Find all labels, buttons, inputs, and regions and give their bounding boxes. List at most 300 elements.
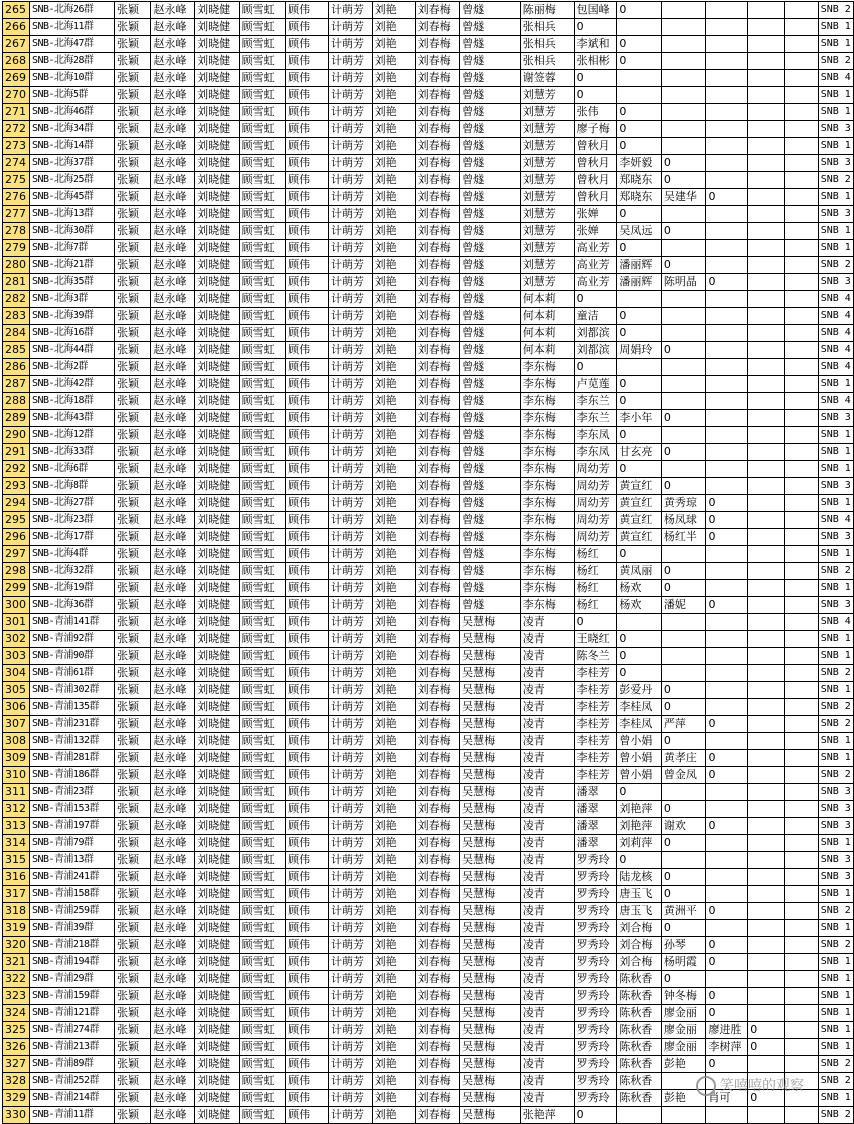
group-name-cell[interactable]: SNB-北海32群	[29, 563, 114, 580]
table-cell[interactable]: SNB 2	[818, 937, 853, 954]
table-cell[interactable]: 计萌芳	[329, 648, 373, 665]
row-number-cell[interactable]: 317	[3, 886, 30, 903]
table-cell[interactable]: 赵永峰	[151, 1056, 195, 1073]
table-cell[interactable]: 刘春梅	[415, 1022, 460, 1039]
table-cell[interactable]	[748, 393, 784, 410]
table-cell[interactable]: 张颖	[115, 325, 151, 342]
table-cell[interactable]	[661, 784, 706, 801]
table-cell[interactable]: 曾燧	[460, 36, 521, 53]
table-cell[interactable]: 顾伟	[286, 699, 329, 716]
table-cell[interactable]: 张颖	[115, 2, 151, 19]
table-cell[interactable]	[748, 1056, 784, 1073]
table-cell[interactable]	[784, 903, 818, 920]
table-cell[interactable]: 张颖	[115, 801, 151, 818]
table-cell[interactable]: 吴慧梅	[460, 631, 521, 648]
table-cell[interactable]: 顾雪虹	[239, 1022, 285, 1039]
table-cell[interactable]: 刘晓健	[195, 19, 240, 36]
table-cell[interactable]: SNB 1	[818, 631, 853, 648]
table-cell[interactable]: 刘晓健	[195, 461, 240, 478]
table-cell[interactable]	[661, 376, 706, 393]
table-cell[interactable]	[748, 529, 784, 546]
table-cell[interactable]: 吴慧梅	[460, 665, 521, 682]
group-name-cell[interactable]: SNB-北海11群	[29, 19, 114, 36]
table-cell[interactable]: 顾雪虹	[239, 87, 285, 104]
group-name-cell[interactable]: SNB-北海34群	[29, 121, 114, 138]
table-cell[interactable]: 顾伟	[286, 886, 329, 903]
table-cell[interactable]: 刘春梅	[415, 1090, 460, 1107]
table-cell[interactable]: 计萌芳	[329, 495, 373, 512]
table-cell[interactable]: 潘妮	[661, 597, 706, 614]
table-cell[interactable]: 计萌芳	[329, 699, 373, 716]
table-cell[interactable]	[748, 954, 784, 971]
table-cell[interactable]: 吴慧梅	[460, 784, 521, 801]
table-cell[interactable]	[617, 359, 662, 376]
table-cell[interactable]: 刘春梅	[415, 869, 460, 886]
table-cell[interactable]: 计萌芳	[329, 818, 373, 835]
table-cell[interactable]: 陈秋香	[617, 1005, 662, 1022]
group-name-cell[interactable]: SNB-北海17群	[29, 529, 114, 546]
table-cell[interactable]: 刘慧芳	[520, 104, 574, 121]
table-cell[interactable]: 刘春梅	[415, 189, 460, 206]
table-cell[interactable]	[784, 580, 818, 597]
table-cell[interactable]: 计萌芳	[329, 920, 373, 937]
table-cell[interactable]: 赵永峰	[151, 614, 195, 631]
table-cell[interactable]	[661, 852, 706, 869]
row-number-cell[interactable]: 302	[3, 631, 30, 648]
table-cell[interactable]: 计萌芳	[329, 393, 373, 410]
table-cell[interactable]: 刘艳	[372, 869, 415, 886]
table-cell[interactable]: 计萌芳	[329, 1073, 373, 1090]
table-cell[interactable]: SNB 2	[818, 53, 853, 70]
table-cell[interactable]: 凌青	[520, 835, 574, 852]
table-cell[interactable]: 张颖	[115, 189, 151, 206]
table-cell[interactable]	[706, 155, 748, 172]
group-name-cell[interactable]: SNB-青浦218群	[29, 937, 114, 954]
table-cell[interactable]: 刘艳	[372, 121, 415, 138]
group-name-cell[interactable]: SNB-青浦29群	[29, 971, 114, 988]
table-cell[interactable]: 刘艳	[372, 733, 415, 750]
group-name-cell[interactable]: SNB-北海13群	[29, 206, 114, 223]
table-cell[interactable]: 0	[617, 104, 662, 121]
table-cell[interactable]	[784, 87, 818, 104]
table-cell[interactable]: 赵永峰	[151, 2, 195, 19]
table-cell[interactable]: 0	[706, 1056, 748, 1073]
table-cell[interactable]: 赵永峰	[151, 19, 195, 36]
table-cell[interactable]: 顾伟	[286, 563, 329, 580]
table-cell[interactable]: 顾伟	[286, 682, 329, 699]
table-cell[interactable]: 顾雪虹	[239, 580, 285, 597]
table-cell[interactable]	[784, 869, 818, 886]
table-cell[interactable]: 顾伟	[286, 988, 329, 1005]
table-cell[interactable]: 顾伟	[286, 2, 329, 19]
table-cell[interactable]: 赵永峰	[151, 546, 195, 563]
table-cell[interactable]: 李东梅	[520, 461, 574, 478]
table-cell[interactable]: 钟冬梅	[661, 988, 706, 1005]
table-cell[interactable]: 0	[706, 1005, 748, 1022]
table-cell[interactable]: 顾伟	[286, 478, 329, 495]
table-cell[interactable]: 计萌芳	[329, 240, 373, 257]
row-number-cell[interactable]: 308	[3, 733, 30, 750]
row-number-cell[interactable]: 297	[3, 546, 30, 563]
table-cell[interactable]: 刘春梅	[415, 121, 460, 138]
table-cell[interactable]	[748, 580, 784, 597]
row-number-cell[interactable]: 287	[3, 376, 30, 393]
table-cell[interactable]: 刘慧芳	[520, 189, 574, 206]
table-cell[interactable]: SNB 1	[818, 189, 853, 206]
table-cell[interactable]: 刘艳	[372, 563, 415, 580]
table-cell[interactable]: 赵永峰	[151, 427, 195, 444]
row-number-cell[interactable]: 323	[3, 988, 30, 1005]
table-cell[interactable]: 吴慧梅	[460, 869, 521, 886]
table-cell[interactable]: SNB 1	[818, 920, 853, 937]
row-number-cell[interactable]: 268	[3, 53, 30, 70]
table-cell[interactable]: 计萌芳	[329, 36, 373, 53]
table-cell[interactable]	[748, 308, 784, 325]
table-cell[interactable]: 计萌芳	[329, 138, 373, 155]
table-cell[interactable]: 刘春梅	[415, 478, 460, 495]
table-cell[interactable]: SNB 3	[818, 818, 853, 835]
table-cell[interactable]: 曾秋月	[574, 155, 617, 172]
table-cell[interactable]: 赵永峰	[151, 631, 195, 648]
table-cell[interactable]: 杨欢	[617, 580, 662, 597]
table-cell[interactable]: 刘晓健	[195, 869, 240, 886]
table-cell[interactable]: 黄宣红	[617, 512, 662, 529]
table-cell[interactable]: 谢签蓉	[520, 70, 574, 87]
table-cell[interactable]: 顾雪虹	[239, 257, 285, 274]
table-cell[interactable]: 顾雪虹	[239, 155, 285, 172]
table-cell[interactable]	[748, 716, 784, 733]
table-cell[interactable]: 吴慧梅	[460, 1005, 521, 1022]
table-cell[interactable]: 凌青	[520, 937, 574, 954]
table-cell[interactable]: 顾伟	[286, 920, 329, 937]
table-cell[interactable]: 吴慧梅	[460, 1107, 521, 1124]
table-cell[interactable]	[706, 801, 748, 818]
table-cell[interactable]: 顾雪虹	[239, 427, 285, 444]
table-cell[interactable]: 刘晓健	[195, 444, 240, 461]
table-cell[interactable]: 陈秋香	[617, 1039, 662, 1056]
table-cell[interactable]: 李桂芳	[574, 682, 617, 699]
table-cell[interactable]	[706, 257, 748, 274]
table-cell[interactable]: 顾雪虹	[239, 359, 285, 376]
table-cell[interactable]: 包国峰	[574, 2, 617, 19]
table-cell[interactable]: 曾燧	[460, 597, 521, 614]
table-cell[interactable]: 刘春梅	[415, 512, 460, 529]
table-cell[interactable]: 张颖	[115, 495, 151, 512]
table-cell[interactable]: 刘晓健	[195, 1056, 240, 1073]
table-cell[interactable]: 赵永峰	[151, 580, 195, 597]
table-cell[interactable]: 计萌芳	[329, 682, 373, 699]
table-cell[interactable]: 刘晓健	[195, 376, 240, 393]
table-cell[interactable]	[748, 223, 784, 240]
table-cell[interactable]	[784, 70, 818, 87]
table-cell[interactable]: 赵永峰	[151, 1039, 195, 1056]
table-cell[interactable]: 杨红	[574, 546, 617, 563]
table-cell[interactable]: 凌青	[520, 733, 574, 750]
table-cell[interactable]: 刘春梅	[415, 70, 460, 87]
table-cell[interactable]: 计萌芳	[329, 971, 373, 988]
table-cell[interactable]	[748, 53, 784, 70]
table-cell[interactable]: 计萌芳	[329, 580, 373, 597]
table-cell[interactable]: 顾雪虹	[239, 410, 285, 427]
table-cell[interactable]: 顾伟	[286, 869, 329, 886]
table-cell[interactable]: 赵永峰	[151, 937, 195, 954]
table-cell[interactable]: 张颖	[115, 138, 151, 155]
table-cell[interactable]	[661, 1073, 706, 1090]
table-cell[interactable]: SNB 4	[818, 614, 853, 631]
table-cell[interactable]: SNB 1	[818, 104, 853, 121]
table-cell[interactable]	[748, 495, 784, 512]
table-cell[interactable]: 0	[748, 1022, 784, 1039]
table-cell[interactable]	[706, 393, 748, 410]
table-cell[interactable]: 顾雪虹	[239, 750, 285, 767]
table-cell[interactable]: 计萌芳	[329, 954, 373, 971]
row-number-cell[interactable]: 304	[3, 665, 30, 682]
table-cell[interactable]: 刘春梅	[415, 852, 460, 869]
table-cell[interactable]: 张颖	[115, 920, 151, 937]
table-cell[interactable]: SNB 1	[818, 733, 853, 750]
table-cell[interactable]: 凌青	[520, 988, 574, 1005]
table-cell[interactable]: 刘春梅	[415, 784, 460, 801]
table-cell[interactable]: 凌青	[520, 648, 574, 665]
group-name-cell[interactable]: SNB-青浦121群	[29, 1005, 114, 1022]
table-cell[interactable]: SNB 1	[818, 750, 853, 767]
table-cell[interactable]: 刘慧芳	[520, 155, 574, 172]
group-name-cell[interactable]: SNB-北海47群	[29, 36, 114, 53]
table-cell[interactable]: 顾伟	[286, 87, 329, 104]
table-cell[interactable]: 顾伟	[286, 750, 329, 767]
table-cell[interactable]: 顾雪虹	[239, 954, 285, 971]
row-number-cell[interactable]: 269	[3, 70, 30, 87]
table-cell[interactable]: 刘晓健	[195, 240, 240, 257]
table-cell[interactable]: 曾燧	[460, 138, 521, 155]
row-number-cell[interactable]: 288	[3, 393, 30, 410]
group-name-cell[interactable]: SNB-青浦79群	[29, 835, 114, 852]
table-cell[interactable]	[748, 274, 784, 291]
table-cell[interactable]: 张颖	[115, 444, 151, 461]
table-cell[interactable]: 刘春梅	[415, 240, 460, 257]
table-cell[interactable]: 李桂芳	[574, 699, 617, 716]
table-cell[interactable]: 0	[661, 342, 706, 359]
table-cell[interactable]: 凌青	[520, 1039, 574, 1056]
table-cell[interactable]: 刘慧芳	[520, 121, 574, 138]
table-cell[interactable]: 刘艳	[372, 903, 415, 920]
table-cell[interactable]: 张颖	[115, 580, 151, 597]
table-cell[interactable]: 凌青	[520, 869, 574, 886]
table-cell[interactable]: 顾雪虹	[239, 563, 285, 580]
table-cell[interactable]: 吴慧梅	[460, 801, 521, 818]
table-cell[interactable]: 刘艳	[372, 308, 415, 325]
table-cell[interactable]	[706, 835, 748, 852]
row-number-cell[interactable]: 328	[3, 1073, 30, 1090]
table-cell[interactable]	[748, 359, 784, 376]
table-cell[interactable]: 杨红	[574, 597, 617, 614]
table-cell[interactable]: 刘晓健	[195, 954, 240, 971]
table-cell[interactable]: 顾伟	[286, 1073, 329, 1090]
table-cell[interactable]: 顾雪虹	[239, 648, 285, 665]
table-cell[interactable]: 刘春梅	[415, 648, 460, 665]
table-cell[interactable]: 张颖	[115, 461, 151, 478]
table-cell[interactable]: 吴慧梅	[460, 1022, 521, 1039]
table-cell[interactable]: SNB 2	[818, 1107, 853, 1124]
table-cell[interactable]: SNB 1	[818, 886, 853, 903]
table-cell[interactable]: 郑晓东	[617, 172, 662, 189]
row-number-cell[interactable]: 330	[3, 1107, 30, 1124]
table-cell[interactable]: 0	[706, 750, 748, 767]
table-cell[interactable]: 赵永峰	[151, 257, 195, 274]
table-cell[interactable]	[661, 393, 706, 410]
table-cell[interactable]: 顾雪虹	[239, 886, 285, 903]
table-cell[interactable]: 张颖	[115, 121, 151, 138]
group-name-cell[interactable]: SNB-北海44群	[29, 342, 114, 359]
table-cell[interactable]: 张颖	[115, 665, 151, 682]
table-cell[interactable]	[706, 121, 748, 138]
table-cell[interactable]: 凌青	[520, 920, 574, 937]
table-cell[interactable]: 刘春梅	[415, 291, 460, 308]
table-cell[interactable]: 刘晓健	[195, 750, 240, 767]
table-cell[interactable]	[706, 359, 748, 376]
table-cell[interactable]: SNB 1	[818, 1090, 853, 1107]
table-cell[interactable]: 计萌芳	[329, 563, 373, 580]
table-cell[interactable]	[661, 19, 706, 36]
table-cell[interactable]: 刘艳	[372, 172, 415, 189]
table-cell[interactable]: 刘艳	[372, 1107, 415, 1124]
table-cell[interactable]: SNB 3	[818, 597, 853, 614]
table-cell[interactable]: 0	[706, 274, 748, 291]
table-cell[interactable]	[748, 988, 784, 1005]
table-cell[interactable]: 顾雪虹	[239, 801, 285, 818]
table-cell[interactable]: 杨红半	[661, 529, 706, 546]
table-cell[interactable]	[706, 648, 748, 665]
table-cell[interactable]: 罗秀玲	[574, 903, 617, 920]
table-cell[interactable]	[661, 427, 706, 444]
table-cell[interactable]: SNB 2	[818, 1073, 853, 1090]
table-cell[interactable]	[706, 461, 748, 478]
table-cell[interactable]	[706, 19, 748, 36]
table-cell[interactable]: 李东梅	[520, 410, 574, 427]
table-cell[interactable]: 王晓红	[574, 631, 617, 648]
table-cell[interactable]: 计萌芳	[329, 104, 373, 121]
table-cell[interactable]: 李东梅	[520, 512, 574, 529]
table-cell[interactable]: 刘艳	[372, 325, 415, 342]
table-cell[interactable]: 陈秋香	[617, 988, 662, 1005]
table-cell[interactable]: 刘春梅	[415, 257, 460, 274]
table-cell[interactable]: 顾伟	[286, 342, 329, 359]
table-cell[interactable]: 顾雪虹	[239, 53, 285, 70]
table-cell[interactable]: 罗秀玲	[574, 1039, 617, 1056]
table-cell[interactable]: 顾伟	[286, 835, 329, 852]
table-cell[interactable]	[784, 461, 818, 478]
table-cell[interactable]: 吴慧梅	[460, 699, 521, 716]
table-cell[interactable]: 赵永峰	[151, 954, 195, 971]
row-number-cell[interactable]: 278	[3, 223, 30, 240]
group-name-cell[interactable]: SNB-北海35群	[29, 274, 114, 291]
table-cell[interactable]: SNB 2	[818, 257, 853, 274]
table-cell[interactable]: 赵永峰	[151, 138, 195, 155]
table-cell[interactable]	[706, 1107, 748, 1124]
table-cell[interactable]: 曾燧	[460, 478, 521, 495]
table-cell[interactable]	[706, 733, 748, 750]
table-cell[interactable]: 谢欢	[661, 818, 706, 835]
table-cell[interactable]: 计萌芳	[329, 937, 373, 954]
table-cell[interactable]: 顾伟	[286, 852, 329, 869]
table-cell[interactable]: 顾伟	[286, 767, 329, 784]
table-cell[interactable]: 刘春梅	[415, 223, 460, 240]
group-name-cell[interactable]: SNB-北海3群	[29, 291, 114, 308]
table-cell[interactable]: 刘晓健	[195, 274, 240, 291]
table-cell[interactable]: 刘慧芳	[520, 87, 574, 104]
table-cell[interactable]	[748, 189, 784, 206]
table-cell[interactable]	[706, 563, 748, 580]
table-cell[interactable]: 刘艳	[372, 1056, 415, 1073]
table-cell[interactable]: 吴慧梅	[460, 818, 521, 835]
table-cell[interactable]: 陆龙核	[617, 869, 662, 886]
table-cell[interactable]: 刘艳	[372, 886, 415, 903]
table-cell[interactable]: 赵永峰	[151, 784, 195, 801]
group-name-cell[interactable]: SNB-青浦92群	[29, 631, 114, 648]
table-cell[interactable]: 0	[661, 682, 706, 699]
table-cell[interactable]: 顾雪虹	[239, 682, 285, 699]
table-cell[interactable]: 0	[617, 784, 662, 801]
table-cell[interactable]	[748, 206, 784, 223]
table-cell[interactable]: 张颖	[115, 784, 151, 801]
table-cell[interactable]: 顾伟	[286, 189, 329, 206]
table-cell[interactable]: 0	[706, 767, 748, 784]
group-name-cell[interactable]: SNB-青浦302群	[29, 682, 114, 699]
table-cell[interactable]: 计萌芳	[329, 869, 373, 886]
table-cell[interactable]: 计萌芳	[329, 325, 373, 342]
group-name-cell[interactable]: SNB-北海6群	[29, 461, 114, 478]
row-number-cell[interactable]: 271	[3, 104, 30, 121]
table-cell[interactable]	[784, 359, 818, 376]
group-name-cell[interactable]: SNB-青浦281群	[29, 750, 114, 767]
table-cell[interactable]: SNB 1	[818, 954, 853, 971]
table-cell[interactable]	[784, 733, 818, 750]
table-cell[interactable]: 罗秀玲	[574, 886, 617, 903]
table-cell[interactable]	[748, 682, 784, 699]
table-cell[interactable]: 刘艳	[372, 138, 415, 155]
table-cell[interactable]	[748, 648, 784, 665]
table-cell[interactable]: 赵永峰	[151, 70, 195, 87]
table-cell[interactable]: 曾燧	[460, 121, 521, 138]
table-cell[interactable]: 赵永峰	[151, 563, 195, 580]
table-cell[interactable]: 凌青	[520, 818, 574, 835]
table-cell[interactable]: 0	[617, 393, 662, 410]
table-cell[interactable]: 刘晓健	[195, 1107, 240, 1124]
table-cell[interactable]: 刘艳	[372, 461, 415, 478]
table-cell[interactable]: 顾伟	[286, 393, 329, 410]
table-cell[interactable]	[617, 1107, 662, 1124]
table-cell[interactable]: 凌青	[520, 631, 574, 648]
table-cell[interactable]: 刘晓健	[195, 665, 240, 682]
table-cell[interactable]: 刘晓健	[195, 835, 240, 852]
table-cell[interactable]: SNB 1	[818, 240, 853, 257]
table-cell[interactable]: 曾燧	[460, 512, 521, 529]
table-cell[interactable]: SNB 4	[818, 325, 853, 342]
table-cell[interactable]	[661, 121, 706, 138]
table-cell[interactable]: 吴慧梅	[460, 1056, 521, 1073]
table-cell[interactable]: 计萌芳	[329, 2, 373, 19]
table-cell[interactable]	[706, 852, 748, 869]
table-cell[interactable]	[748, 2, 784, 19]
table-cell[interactable]: 刘艳	[372, 648, 415, 665]
table-cell[interactable]: 计萌芳	[329, 274, 373, 291]
table-cell[interactable]: 顾伟	[286, 1090, 329, 1107]
table-cell[interactable]: 吴慧梅	[460, 988, 521, 1005]
table-cell[interactable]: 顾雪虹	[239, 189, 285, 206]
table-cell[interactable]: SNB 1	[818, 495, 853, 512]
row-number-cell[interactable]: 267	[3, 36, 30, 53]
table-cell[interactable]: 顾雪虹	[239, 818, 285, 835]
